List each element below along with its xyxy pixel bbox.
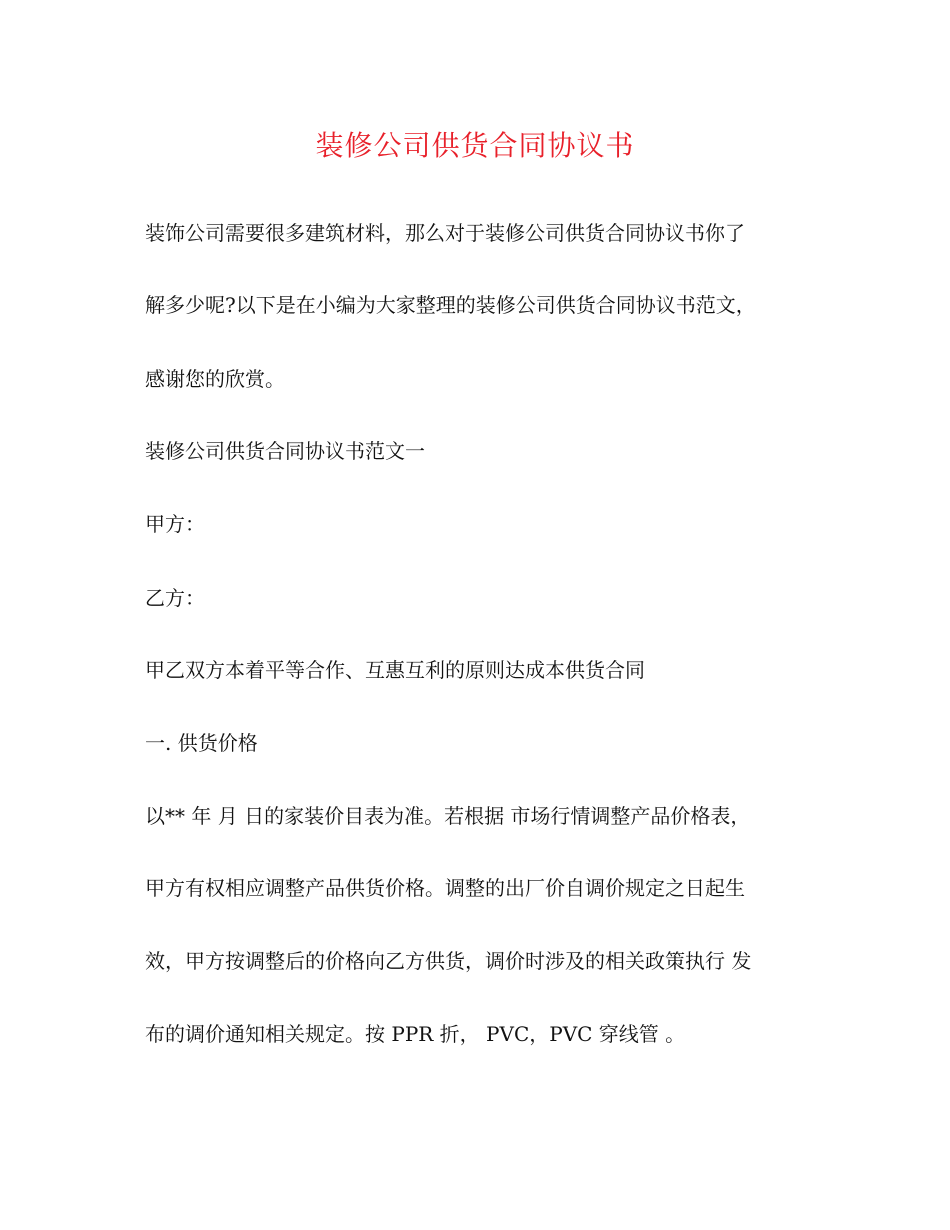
paragraph-line-1: 装饰公司需要很多建筑材料，那么对于装修公司供货合同协议书你了 — [145, 221, 745, 245]
section-heading-sample-one: 装修公司供货合同协议书范文一 — [145, 439, 425, 463]
clause-heading-supply-price: 一. 供货价格 — [145, 731, 258, 755]
paragraph-line-2: 解多少呢?以下是在小编为大家整理的装修公司供货合同协议书范文， — [145, 293, 756, 317]
clause-text-line-1: 以** 年 月 日的家装价目表为准。若根据 市场行情调整产品价格表， — [145, 804, 751, 828]
party-b-label: 乙方： — [145, 586, 205, 610]
document-title: 装修公司供货合同协议书 — [315, 129, 635, 162]
party-a-label: 甲方： — [145, 512, 205, 536]
paragraph-line-3: 感谢您的欣赏。 — [145, 367, 285, 391]
clause-text-line-2: 甲方有权相应调整产品供货价格。调整的出厂价自调价规定之日起生 — [145, 876, 745, 900]
clause-text-line-4: 布的调价通知相关规定。按 PPR 折， PVC，PVC 穿线管 。 — [145, 1022, 686, 1046]
agreement-intro: 甲乙双方本着平等合作、互惠互利的原则达成本供货合同 — [145, 658, 645, 682]
clause-text-line-3: 效，甲方按调整后的价格向乙方供货，调价时涉及的相关政策执行 发 — [145, 949, 752, 973]
